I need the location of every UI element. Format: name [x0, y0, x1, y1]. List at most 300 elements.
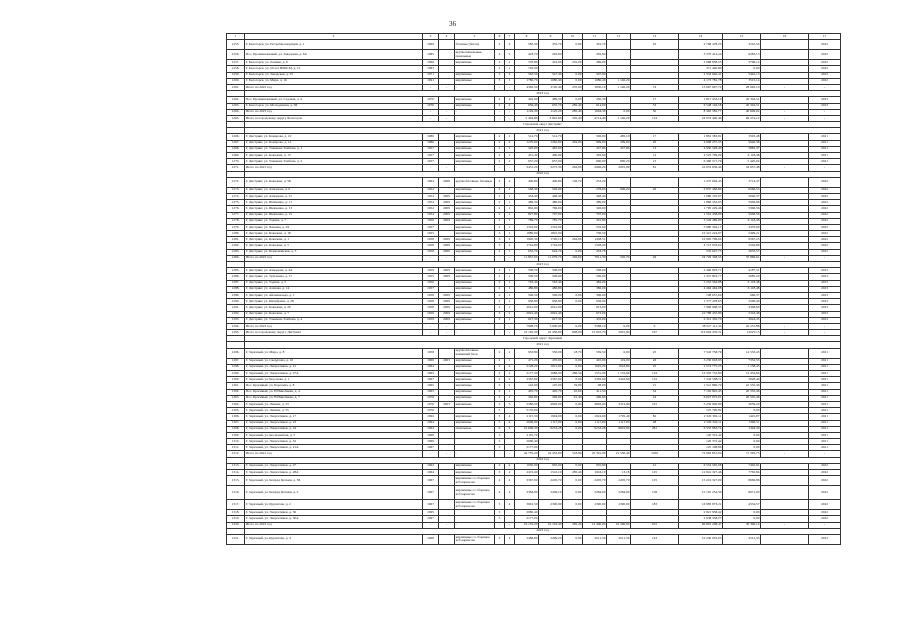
- table-cell: -: [761, 165, 809, 171]
- housing-register-table-wrapper: [226, 33, 840, 545]
- table-cell: -: [423, 115, 439, 121]
- table-cell: 2: [495, 395, 505, 401]
- table-cell: кирпичные: [455, 268, 495, 274]
- table-cell: 4 845,60: [539, 115, 563, 121]
- table-cell: Г. Дистрикт, ул. Комарова, д. 12: [245, 140, 423, 146]
- table-cell: 827,80: [515, 212, 539, 218]
- table-cell: 183: [631, 500, 679, 510]
- table-cell: 3624,45: [723, 317, 761, 323]
- table-cell: 6253,28: [583, 426, 607, 432]
- table-cell: 0,00: [563, 249, 583, 255]
- table-cell: 3: [495, 231, 505, 237]
- table-cell: 489,50: [539, 97, 563, 103]
- table-cell: кирпичные: [455, 224, 495, 230]
- table-cell: 1744,80: [515, 243, 539, 249]
- table-cell: Г. Белогорск, ул. Молодежная, д. 3Б: [245, 103, 423, 109]
- table-cell: 2: [505, 177, 515, 187]
- table-cell: 0,00: [563, 500, 583, 510]
- table-cell: 1287.: [227, 280, 245, 286]
- table-cell: 1510,10: [539, 470, 563, 476]
- table-cell: 432,00: [583, 317, 607, 323]
- table-cell: 2021: [809, 364, 841, 370]
- table-cell: Г. Белогорск, ул. Заводская, д. 25: [245, 72, 423, 78]
- table-cell: -: [439, 165, 455, 171]
- table-cell: 933,80: [515, 348, 539, 358]
- table-cell: 81: [631, 165, 679, 171]
- table-cell: 2 768 478,25: [679, 40, 723, 50]
- table-cell: 2: [495, 268, 505, 274]
- table-cell: Г. Дистрикт, ул. Ковалева, д. 5Б: [245, 177, 423, 187]
- table-cell: 2: [505, 377, 515, 383]
- table-cell: 2: [495, 364, 505, 370]
- table-cell: -: [455, 451, 495, 457]
- table-cell: Г. Заречный, ул. Энергетиков, д. 17: [245, 414, 423, 420]
- table-cell: 325,70: [583, 40, 607, 50]
- table-cell: 2021: [809, 445, 841, 451]
- table-cell: 0,00: [563, 358, 583, 364]
- table-cell: 1 457 803,77: [679, 274, 723, 280]
- table-cell: 2: [495, 159, 505, 165]
- table-cell: кирпичные: [455, 311, 495, 317]
- table-cell: 9283,13: [723, 50, 761, 60]
- table-cell: 2022: [809, 60, 841, 66]
- table-cell: -: [439, 330, 455, 336]
- table-cell: -: [455, 330, 495, 336]
- table-cell: -: [505, 165, 515, 171]
- table-cell: 1970: [423, 103, 439, 109]
- table-cell: 7352,53: [723, 358, 761, 364]
- table-cell: 15 025,70: [583, 330, 607, 336]
- table-cell: 636,80: [539, 299, 563, 305]
- table-cell: 145251,5: [723, 330, 761, 336]
- table-cell: 2021: [809, 159, 841, 165]
- table-cell: [607, 50, 631, 60]
- table-cell: кирпичные: [455, 364, 495, 370]
- table-cell: 1262.: [227, 97, 245, 103]
- table-cell: Пос. Красивый, ул. Н.Никобиева, д. 4: [245, 389, 423, 395]
- table-cell: -: [455, 522, 495, 528]
- table-cell: 1272.: [227, 177, 245, 187]
- table-cell: 2091,90: [607, 165, 631, 171]
- table-cell: 7 996 998,35: [679, 305, 723, 311]
- table-cell: [439, 348, 455, 358]
- table-cell: 125: [631, 476, 679, 486]
- table-cell: 262,00: [563, 237, 583, 243]
- table-cell: кирпичные: [455, 377, 495, 383]
- section-title: 2023 год: [245, 91, 841, 97]
- table-cell: 2009: [439, 237, 455, 243]
- table-cell: 1957: [423, 286, 439, 292]
- table-cell: Г. Заречный, ул. Энергетиков, д. 27А: [245, 371, 423, 377]
- table-cell: 26: [631, 187, 679, 193]
- table-cell: кирпичные: [455, 140, 495, 146]
- table-cell: 2: [495, 140, 505, 146]
- table-cell: 235,00: [563, 60, 583, 66]
- table-cell: кирпичные: [455, 200, 495, 206]
- table-cell: 1396,51: [723, 420, 761, 426]
- table-cell: 48: [631, 420, 679, 426]
- table-cell: 2: [495, 134, 505, 140]
- table-cell: 4: [505, 420, 515, 426]
- table-cell: 12: [631, 153, 679, 159]
- table-cell: 5646,38: [723, 140, 761, 146]
- table-cell: 55 869,61: [723, 255, 761, 261]
- table-cell: 1275.: [227, 200, 245, 206]
- table-cell: 1: [505, 395, 515, 401]
- table-cell: [761, 500, 809, 510]
- table-cell: 6 460 571,79: [679, 159, 723, 165]
- table-cell: -: [809, 323, 841, 329]
- table-cell: 4: [495, 476, 505, 486]
- table-cell: 2022: [809, 206, 841, 212]
- table-cell: 5: [495, 500, 505, 510]
- table-cell: 2023: [809, 97, 841, 103]
- table-cell: 1986: [423, 140, 439, 146]
- table-row: [227, 50, 841, 60]
- table-cell: 2: [495, 177, 505, 187]
- table-cell: Г. Дистрикт, ул. Тургенева, д. 17: [245, 274, 423, 280]
- table-cell: 2023: [809, 292, 841, 298]
- table-cell: 1810,00: [539, 231, 563, 237]
- table-cell: 2284,90: [607, 486, 631, 500]
- table-cell: 418,70: [515, 50, 539, 60]
- table-cell: 2021: [809, 420, 841, 426]
- column-number-header: 2: [245, 34, 423, 40]
- table-cell: 1965: [423, 389, 439, 395]
- table-cell: 1967: [423, 500, 439, 510]
- table-cell: 636,00: [583, 299, 607, 305]
- table-cell: -: [495, 522, 505, 528]
- table-cell: Г. Заречный, ул. Ленина, д. 35: [245, 408, 423, 414]
- table-cell: 10 905 706,04: [679, 237, 723, 243]
- table-cell: 20 304,51: [723, 103, 761, 109]
- table-cell: 1958: [423, 305, 439, 311]
- table-cell: 26: [631, 358, 679, 364]
- table-cell: 1: [505, 317, 515, 323]
- table-cell: 1311.: [227, 445, 245, 451]
- table-cell: 2022: [809, 237, 841, 243]
- table-cell: 71 592,75: [723, 451, 761, 457]
- table-cell: 2009: [439, 317, 455, 323]
- table-cell: -: [423, 522, 439, 528]
- table-cell: Пос. Промышленный, ул. Заводская, д. 6А: [245, 50, 423, 60]
- table-cell: 2021: [809, 146, 841, 152]
- section-title: 2023 год: [245, 528, 841, 534]
- table-cell: [761, 348, 809, 358]
- table-cell: 785,70: [539, 218, 563, 224]
- table-cell: 4: [505, 534, 515, 544]
- table-cell: 520,40: [563, 115, 583, 121]
- table-cell: 5046,37: [723, 193, 761, 199]
- table-cell: 3486,60: [515, 534, 539, 544]
- table-cell: 1924,00: [583, 414, 607, 420]
- table-cell: 28 665,10: [723, 84, 761, 90]
- table-cell: Г. Заречный, ул. Энергетиков, д. 21А: [245, 445, 423, 451]
- table-cell: 2: [495, 463, 505, 469]
- table-cell: 1255.: [227, 40, 245, 50]
- table-cell: [761, 50, 809, 60]
- table-cell: 2022: [809, 40, 841, 50]
- table-cell: 4308,60: [723, 305, 761, 311]
- table-cell: 2009: [439, 243, 455, 249]
- table-cell: Г. Дистрикт, ул. Чапаева, д. 29: [245, 224, 423, 230]
- table-cell: 1045,20: [583, 364, 607, 370]
- table-cell: 8622,90: [607, 426, 631, 432]
- table-cell: 2177,00: [515, 516, 539, 522]
- table-cell: 585,30: [515, 40, 539, 50]
- table-cell: 0,00: [563, 299, 583, 305]
- table-cell: Г. Заречный, ул. Королева, д. 1: [245, 377, 423, 383]
- table-cell: 2: [495, 371, 505, 377]
- table-cell: 0,00: [723, 408, 761, 414]
- table-cell: 1996: [423, 432, 439, 438]
- table-cell: 19 135,20: [515, 522, 539, 528]
- table-cell: 1 516 458,00: [679, 212, 723, 218]
- table-cell: 26: [631, 140, 679, 146]
- table-cell: 2: [495, 389, 505, 395]
- table-cell: 2022: [809, 486, 841, 500]
- table-cell: 1445,87: [723, 414, 761, 420]
- table-cell: -: [455, 115, 495, 121]
- table-cell: Г. Дистрикт, ул. Тодина, д. 5: [245, 280, 423, 286]
- table-cell: 335,70: [539, 40, 563, 50]
- table-cell: 1308.: [227, 426, 245, 432]
- table-cell: 82: [631, 414, 679, 420]
- table-cell: 518,80: [563, 451, 583, 457]
- table-cell: 2009: [439, 299, 455, 305]
- table-cell: 2177,00: [515, 445, 539, 451]
- table-cell: Г. Дистрикт, ул. Тодина, д. 7: [245, 218, 423, 224]
- table-cell: 2: [495, 40, 505, 50]
- table-cell: 547,40: [539, 72, 563, 78]
- table-cell: 14 533,43: [723, 348, 761, 358]
- table-cell: 1 881 383,81: [679, 134, 723, 140]
- table-cell: 4: [495, 486, 505, 500]
- table-cell: 1958: [423, 237, 439, 243]
- table-cell: 24: [631, 395, 679, 401]
- table-cell: 2 821 958,42: [679, 510, 723, 516]
- table-cell: 5442,13: [723, 72, 761, 78]
- table-cell: 326,00: [583, 206, 607, 212]
- table-cell: 4 608 257,35: [679, 140, 723, 146]
- table-cell: 1316,00: [515, 224, 539, 230]
- table-cell: 0,00: [723, 432, 761, 438]
- table-cell: Итого по 2023 год: [245, 109, 423, 115]
- table-cell: 400,80: [539, 177, 563, 187]
- table-cell: -: [761, 323, 809, 329]
- table-cell: 13,18: [607, 470, 631, 476]
- table-cell: 2009: [439, 249, 455, 255]
- table-cell: 6 535 963,74: [679, 426, 723, 432]
- table-cell: 1036: [631, 451, 679, 457]
- table-cell: кирпичные: [455, 218, 495, 224]
- table-cell: 2021: [809, 140, 841, 146]
- table-cell: 0,00: [563, 420, 583, 426]
- table-cell: 2 574 775,23: [679, 364, 723, 370]
- table-cell: 4826,00: [539, 401, 563, 407]
- table-cell: 1964: [423, 371, 439, 377]
- table-cell: 1080,40: [583, 78, 607, 84]
- table-cell: 1956: [423, 218, 439, 224]
- table-cell: 484,00: [583, 280, 607, 286]
- table-cell: 2: [495, 358, 505, 364]
- table-cell: -: [495, 255, 505, 261]
- table-cell: Г. Дистрикт, ул. Ахмадова, д. 13: [245, 193, 423, 199]
- table-cell: 720,00: [515, 66, 539, 72]
- table-cell: 1: [505, 78, 515, 84]
- table-cell: 615: [631, 522, 679, 528]
- table-cell: 24 033 490,49: [679, 115, 723, 121]
- table-cell: 673,00: [583, 311, 607, 317]
- table-cell: 3691,50: [515, 500, 539, 510]
- table-cell: 371 440,80: [679, 66, 723, 72]
- table-cell: 1966: [423, 60, 439, 66]
- table-cell: 570,80: [515, 60, 539, 66]
- table-cell: Итого по городскому округу Дистрикт: [245, 330, 423, 336]
- table-cell: 4826,00: [583, 401, 607, 407]
- table-cell: 2023: [809, 286, 841, 292]
- table-row: [227, 500, 841, 510]
- table-cell: кирпичные: [455, 159, 495, 165]
- table-cell: 2: [495, 218, 505, 224]
- table-cell: 7 102 845,45: [679, 389, 723, 395]
- table-cell: Г. Дистрикт, ул. Ахмадова, д. 4А: [245, 268, 423, 274]
- table-cell: 262,00: [563, 165, 583, 171]
- table-cell: 2021: [809, 432, 841, 438]
- table-cell: 3431,20: [515, 165, 539, 171]
- table-cell: -: [505, 451, 515, 457]
- table-cell: 1967: [423, 476, 439, 486]
- table-cell: Г. Белогорск, ул. Потребкооперации, д. 1: [245, 40, 423, 50]
- table-cell: 1: [505, 193, 515, 199]
- table-cell: 1310.: [227, 439, 245, 445]
- table-cell: 1994: [423, 414, 439, 420]
- table-cell: -: [423, 255, 439, 261]
- table-cell: 520,70: [607, 255, 631, 261]
- table-cell: Г. Белогорск, ул. Ленина, д. 6: [245, 60, 423, 66]
- table-cell: 286,30: [563, 371, 583, 377]
- table-cell: 9: [495, 426, 505, 432]
- table-cell: -: [505, 323, 515, 329]
- table-cell: 4 173 782,78: [679, 78, 723, 84]
- table-cell: -: [809, 84, 841, 90]
- table-cell: 2021: [809, 371, 841, 377]
- table-cell: 10 421 224,97: [679, 231, 723, 237]
- table-cell: 635,70: [539, 103, 563, 109]
- table-cell: 2023: [809, 268, 841, 274]
- table-cell: -: [439, 109, 455, 115]
- table-cell: 69 274,12: [723, 115, 761, 121]
- table-cell: 797,00: [583, 212, 607, 218]
- table-cell: 506,50: [515, 268, 539, 274]
- table-cell: 532,00: [583, 224, 607, 230]
- table-cell: 8669,86: [723, 476, 761, 486]
- table-cell: 1994: [423, 426, 439, 432]
- table-cell: 1299.: [227, 371, 245, 377]
- table-cell: 1: [505, 212, 515, 218]
- table-cell: 411,50: [583, 389, 607, 395]
- table-cell: 5: [495, 420, 505, 426]
- table-cell: 3588,10: [583, 323, 607, 329]
- table-cell: -: [423, 323, 439, 329]
- table-cell: 5 420,04: [723, 159, 761, 165]
- table-cell: 1920,30: [515, 237, 539, 243]
- table-cell: 3798,12: [723, 60, 761, 66]
- table-cell: 1050,00: [515, 463, 539, 469]
- table-cell: 1302.: [227, 389, 245, 395]
- table-cell: 1321.: [227, 534, 245, 544]
- table-cell: 7 242 508,11: [679, 377, 723, 383]
- table-cell: -: [423, 451, 439, 457]
- table-cell: 2009: [439, 292, 455, 298]
- table-cell: 7402,91: [723, 463, 761, 469]
- table-cell: 209,00: [607, 140, 631, 146]
- table-cell: 2474,40: [515, 470, 539, 476]
- table-cell: 1314.: [227, 470, 245, 476]
- table-cell: 1 817 433,19: [679, 97, 723, 103]
- table-cell: 576 647,73: [679, 249, 723, 255]
- table-cell: 492,90: [515, 97, 539, 103]
- table-cell: -: [761, 115, 809, 121]
- table-cell: кирпичные: [455, 383, 495, 389]
- section-title: 2022 год: [245, 171, 841, 177]
- table-cell: 45 251,88: [723, 323, 761, 329]
- table-cell: 2021: [809, 377, 841, 383]
- table-cell: 0,00: [723, 510, 761, 516]
- table-cell: 2177,30: [515, 371, 539, 377]
- table-cell: -: [495, 109, 505, 115]
- table-cell: 2685,20: [723, 274, 761, 280]
- table-cell: 2206,10: [539, 486, 563, 500]
- table-cell: 2023: [809, 534, 841, 544]
- table-cell: 2: [505, 159, 515, 165]
- table-cell: 2504,80: [723, 243, 761, 249]
- table-cell: 10 699,30: [515, 426, 539, 432]
- table-cell: 22 653 659,44: [679, 165, 723, 171]
- table-cell: 4187,31: [723, 268, 761, 274]
- table-cell: 4 525 709,00: [679, 153, 723, 159]
- table-cell: 120 372,42: [679, 432, 723, 438]
- table-cell: 2: [495, 66, 505, 72]
- table-cell: 512,70: [515, 134, 539, 140]
- table-cell: 1307.: [227, 420, 245, 426]
- table-cell: 21 530,40: [607, 451, 631, 457]
- table-cell: 34: [631, 389, 679, 395]
- table-cell: 2 038 338,27: [679, 516, 723, 522]
- table-cell: 116 904 476,31: [679, 330, 723, 336]
- table-cell: 4534,57: [723, 500, 761, 510]
- table-cell: 1293.: [227, 317, 245, 323]
- table-cell: 2: [505, 237, 515, 243]
- table-cell: 1259.: [227, 72, 245, 78]
- table-cell: кирпичные: [455, 317, 495, 323]
- table-cell: Г. Заречный, ул. Энергетиков, д. 23: [245, 420, 423, 426]
- table-cell: кирпичные со сборным ж/б каркасом: [455, 500, 495, 510]
- column-number-header: 16: [761, 34, 809, 40]
- table-cell: 10 230 035,65: [679, 534, 723, 544]
- table-cell: 17: [631, 134, 679, 140]
- table-row: [227, 40, 841, 50]
- table-cell: 1294.: [227, 323, 245, 329]
- table-cell: 4: [505, 500, 515, 510]
- table-cell: 5: [495, 510, 505, 516]
- table-cell: 2: [495, 206, 505, 212]
- table-cell: 0,00: [723, 445, 761, 451]
- table-cell: 43 657,48: [723, 165, 761, 171]
- table-cell: кирпичные: [455, 420, 495, 426]
- table-cell: 3028,40: [723, 377, 761, 383]
- table-cell: 5 259 990,80: [679, 401, 723, 407]
